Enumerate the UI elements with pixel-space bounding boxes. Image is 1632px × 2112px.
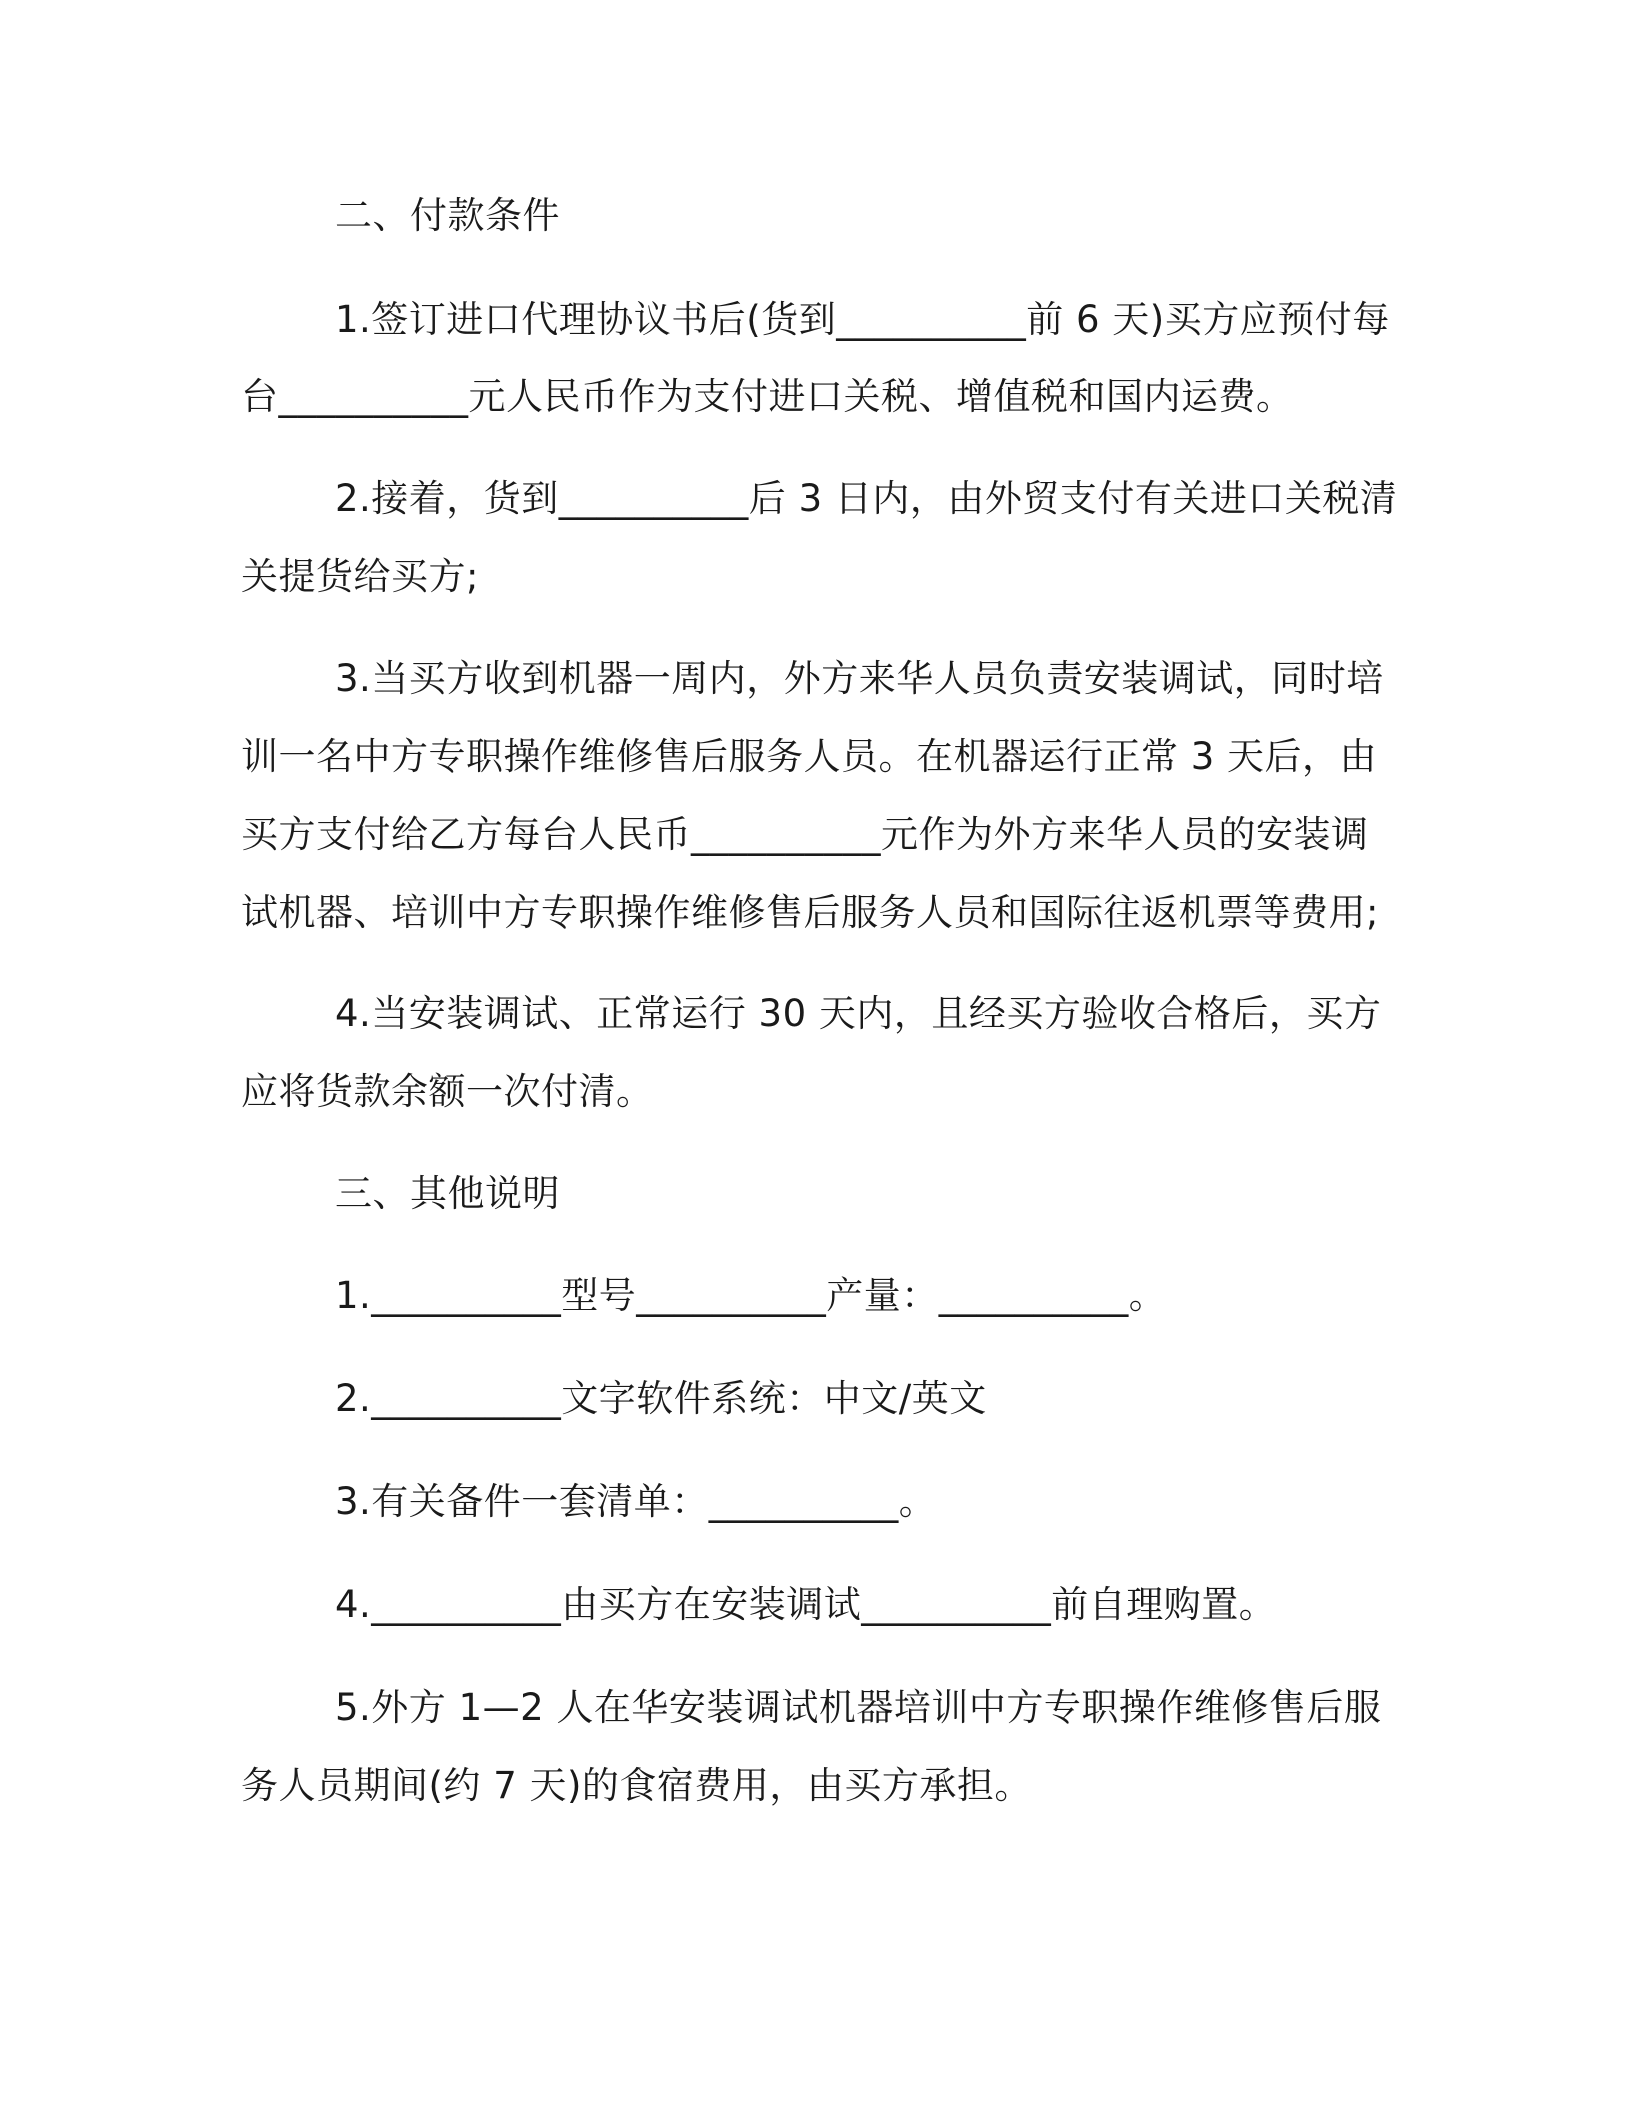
other-item-4: 4.__________由买方在安装调试__________前自理购置。	[335, 1583, 1277, 1626]
section-heading-payment: 二、付款条件	[335, 194, 560, 237]
payment-item-3-line-3: 买方支付给乙方每台人民币__________元作为外方来华人员的安装调	[241, 813, 1369, 856]
other-item-1: 1.__________型号__________产量：__________。	[335, 1274, 1167, 1317]
payment-item-4-line-2: 应将货款余额一次付清。	[241, 1070, 654, 1113]
section-heading-other: 三、其他说明	[335, 1172, 560, 1215]
other-item-5-line-2: 务人员期间(约 7 天)的食宿费用，由买方承担。	[241, 1764, 1032, 1807]
payment-item-4-line-1: 4.当安装调试、正常运行 30 天内，且经买方验收合格后，买方	[335, 992, 1382, 1035]
payment-item-3-line-2: 训一名中方专职操作维修售后服务人员。在机器运行正常 3 天后，由	[241, 735, 1378, 778]
payment-item-2-line-1: 2.接着，货到__________后 3 日内，由外贸支付有关进口关税清	[335, 477, 1398, 520]
payment-item-3-line-1: 3.当买方收到机器一周内，外方来华人员负责安装调试，同时培	[335, 657, 1384, 700]
other-item-5-line-1: 5.外方 1—2 人在华安装调试机器培训中方专职操作维修售后服	[335, 1686, 1382, 1729]
other-item-2: 2.__________文字软件系统：中文/英文	[335, 1377, 987, 1420]
payment-item-2-line-2: 关提货给买方;	[241, 555, 479, 598]
payment-item-1-line-1: 1.签订进口代理协议书后(货到__________前 6 天)买方应预付每	[335, 298, 1390, 341]
payment-item-1-line-2: 台__________元人民币作为支付进口关税、增值税和国内运费。	[241, 375, 1294, 418]
other-item-3: 3.有关备件一套清单：__________。	[335, 1480, 937, 1523]
payment-item-3-line-4: 试机器、培训中方专职操作维修售后服务人员和国际往返机票等费用;	[241, 891, 1379, 934]
